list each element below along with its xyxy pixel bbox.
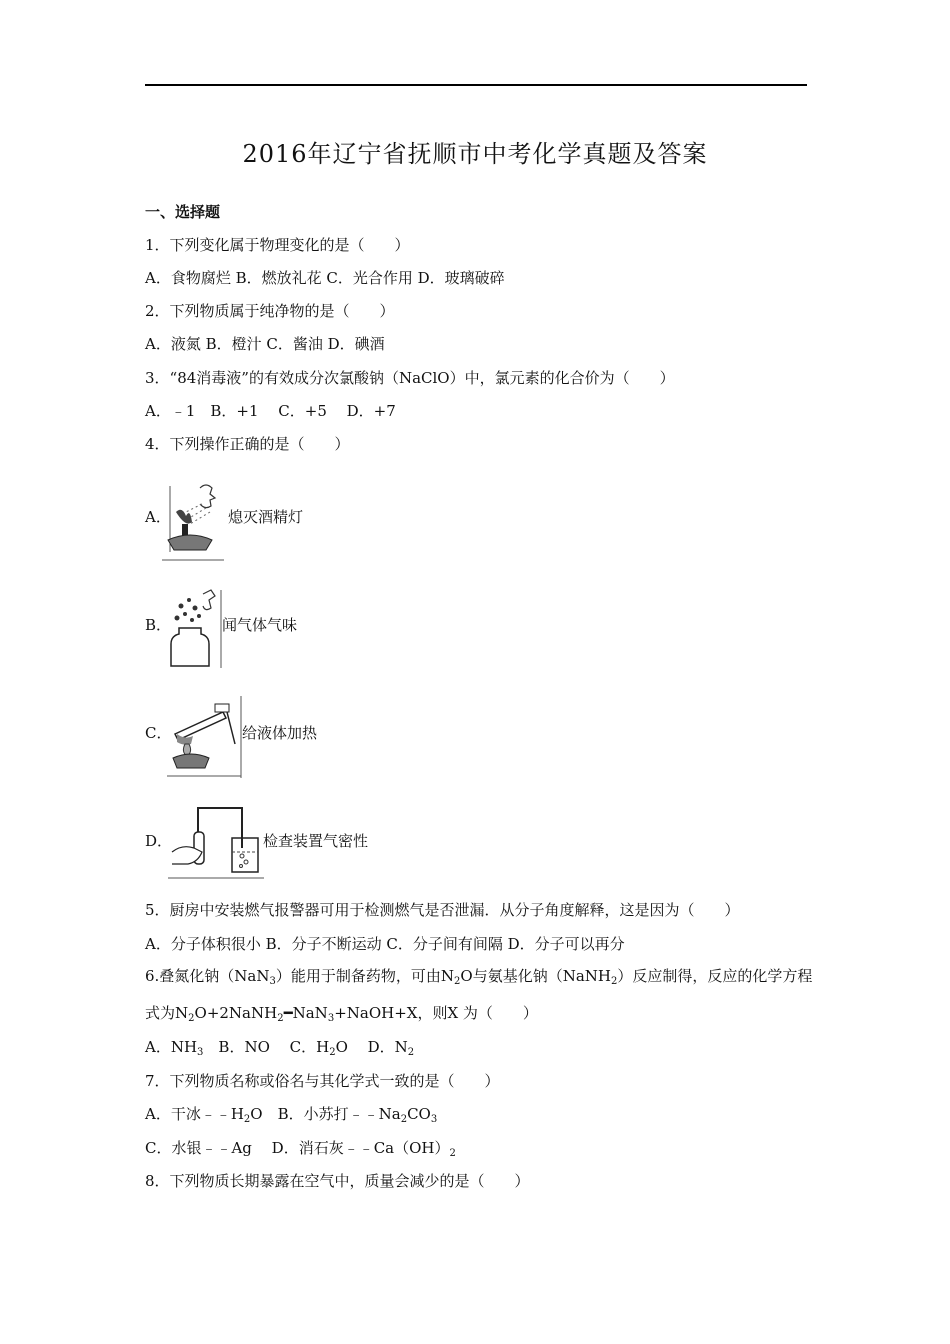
q5-stem: 5．厨房中安装燃气报警器可用于检测燃气是否泄漏．从分子角度解释，这是因为（ ） bbox=[145, 901, 740, 919]
header-rule bbox=[145, 84, 807, 86]
q7-options-row1: A．干冰$﹣﹣H_2O$ B．小苏打$﹣﹣Na_2CO_3$ bbox=[145, 1105, 438, 1125]
q8-stem: 8．下列物质长期暴露在空气中，质量会减少的是（ ） bbox=[145, 1172, 530, 1190]
heat-liquid-figure bbox=[165, 694, 245, 780]
page-title: 2016年辽宁省抚顺市中考化学真题及答案 bbox=[242, 140, 708, 168]
q4-option-a-label: A． bbox=[145, 508, 171, 526]
q5-options: A．分子体积很小 B．分子不断运动 C．分子间有间隔 D．分子可以再分 bbox=[145, 935, 625, 953]
q4-option-a-text: 熄灭酒精灯 bbox=[228, 508, 304, 526]
q3-options: A．﹣1 B．+1 C．+5 D．+7 bbox=[145, 402, 396, 420]
q1-options: A．食物腐烂 B．燃放礼花 C．光合作用 D．玻璃破碎 bbox=[145, 269, 505, 287]
q2-stem: 2．下列物质属于纯净物的是（ ） bbox=[145, 302, 395, 320]
q4-option-c-text: 给液体加热 bbox=[242, 724, 318, 742]
q7-stem: 7．下列物质名称或俗名与其化学式一致的是（ ） bbox=[145, 1072, 500, 1090]
airtightness-check-figure bbox=[168, 802, 264, 880]
q6-stem-line2: 式为$N_2O+2NaNH_2━NaN_3+NaOH+X$，则X 为（ ） bbox=[145, 1004, 538, 1024]
q4-option-b-text: 闻气体气味 bbox=[222, 616, 298, 634]
q4-option-c-label: C． bbox=[145, 724, 172, 742]
q4-stem: 4．下列操作正确的是（ ） bbox=[145, 435, 350, 453]
q6-options: A．$NH_3$ B．NO C．$H_2O$ D．$N_2$ bbox=[145, 1038, 415, 1058]
q7-options-row2: C．水银﹣﹣Ag D．消石灰$﹣﹣Ca(OH)_2$ bbox=[145, 1139, 456, 1159]
q4-option-b-label: B． bbox=[145, 616, 172, 634]
q4-option-d-text: 检查装置气密性 bbox=[263, 832, 369, 850]
smell-gas-figure bbox=[165, 588, 225, 670]
q2-options: A．液氮 B．橙汁 C．酱油 D．碘酒 bbox=[145, 335, 385, 353]
section-heading: 一、选择题 bbox=[145, 203, 221, 221]
q6-stem-line1: 6.叠氮化钠（NaN$_3$）能用于制备药物，可由$N_2O$与氨基化钠（NaNH$_2$）反应制得，反应的化学方程 bbox=[145, 967, 813, 987]
q4-option-d-label: D． bbox=[145, 832, 173, 850]
extinguish-lamp-figure bbox=[160, 478, 228, 562]
q3-stem: 3．“84消毒液”的有效成分次氯酸钠（NaClO）中，氯元素的化合价为（ ） bbox=[145, 369, 675, 387]
q1-stem: 1．下列变化属于物理变化的是（ ） bbox=[145, 236, 410, 254]
